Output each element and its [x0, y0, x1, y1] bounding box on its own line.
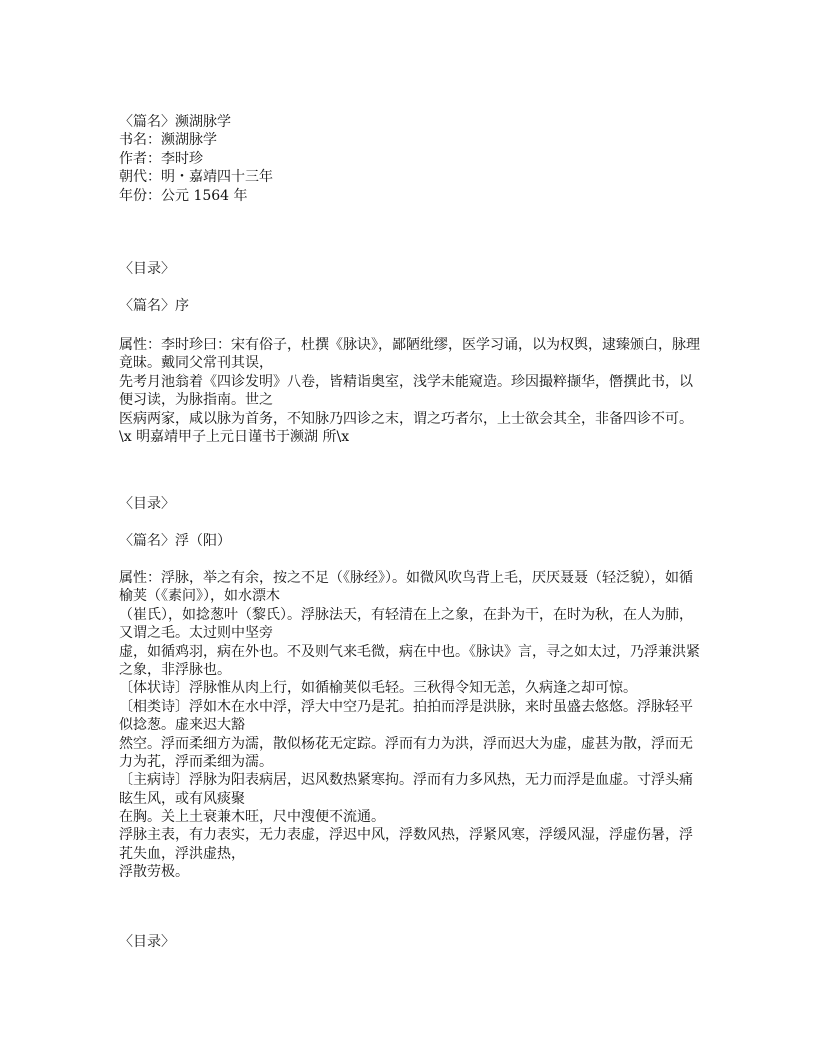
- text-line: 竟昧。戴同父常刊其误，: [119, 355, 273, 372]
- text-line: （崔氏），如捻葱叶（黎氏）。浮脉法天，有轻清在上之象，在卦为干，在时为秋，在人为肺，: [119, 606, 693, 623]
- text-line: 眩生风，或有风痰聚: [119, 790, 245, 807]
- text-line: 然空。浮而柔细方为濡，散似杨花无定踪。浮而有力为洪，浮而迟大为虚，虚甚为散，浮而无: [119, 735, 693, 752]
- text-line: 便习读，为脉指南。世之: [119, 392, 273, 409]
- section-title: 〈篇名〉序: [119, 298, 189, 314]
- book-name: 书名：濒湖脉学: [119, 132, 217, 149]
- text-line: 浮散劳极。: [119, 864, 189, 881]
- text-line: 属性：浮脉，举之有余，按之不足（《脉经》）。如微风吹鸟背上毛，厌厌聂聂（轻泛貌），如循: [119, 570, 693, 586]
- text-line: \x 明嘉靖甲子上元日谨书于濒湖 所\x: [119, 428, 350, 445]
- text-line: 〔相类诗〕浮如木在水中浮，浮大中空乃是芤。拍拍而浮是洪脉，来时虽盛去悠悠。浮脉轻平: [119, 698, 693, 715]
- text-line: 〔体状诗〕浮脉惟从肉上行，如循榆荚似毛轻。三秋得令知无恙，久病逢之却可惊。: [119, 680, 637, 697]
- text-line: 先考月池翁着《四诊发明》八卷，皆精诣奥室，浅学未能窥造。珍因撮粹撷华，僭撰此书，以: [119, 373, 693, 390]
- toc-link[interactable]: 〈目录〉: [119, 261, 175, 277]
- text-line: 〔主病诗〕浮脉为阳表病居，迟风数热紧寒拘。浮而有力多风热，无力而浮是血虚。寸浮头痛: [119, 772, 693, 789]
- section-body: [119, 336, 719, 446]
- text-line: 又谓之毛。太过则中坚旁: [119, 625, 273, 642]
- year: 年份：公元 1564 年: [119, 187, 248, 204]
- text-line: 属性：李时珍曰：宋有俗子，杜撰《脉诀》，鄙陋纰缪，医学习诵，以为权舆，逮臻颁白，脉理: [119, 337, 700, 353]
- text-line: 似捻葱。虚来迟大豁: [119, 717, 245, 734]
- text-line: 榆荚（《素问》），如水漂木: [119, 588, 280, 605]
- text-line: 之象，非浮脉也。: [119, 661, 231, 678]
- toc-link[interactable]: 〈目录〉: [119, 934, 175, 950]
- text-line: 医病两家，咸以脉为首务，不知脉乃四诊之末，谓之巧者尔，上士欲会其全，非备四诊不可。: [119, 410, 693, 427]
- author: 作者：李时珍: [119, 150, 203, 167]
- text-line: 虚，如循鸡羽，病在外也。不及则气来毛微，病在中也。《脉诀》言，寻之如太过，乃浮兼洪紧: [119, 643, 700, 660]
- text-line: 在胸。关上土衰兼木旺，尺中溲便不流通。: [119, 809, 385, 826]
- book-header: [119, 113, 719, 205]
- toc-link[interactable]: 〈目录〉: [119, 496, 175, 512]
- text-line: 力为芤，浮而柔细为濡。: [119, 753, 273, 770]
- chapter-title: 〈篇名〉濒湖脉学: [119, 114, 231, 130]
- text-line: 芤失血，浮洪虚热，: [119, 845, 245, 862]
- text-line: 浮脉主表，有力表实，无力表虚，浮迟中风，浮数风热，浮紧风寒，浮缓风湿，浮虚伤暑，浮: [119, 827, 693, 844]
- section-body: [119, 569, 719, 882]
- section-title: 〈篇名〉浮（阳）: [119, 533, 231, 549]
- dynasty: 朝代：明・嘉靖四十三年: [119, 169, 273, 186]
